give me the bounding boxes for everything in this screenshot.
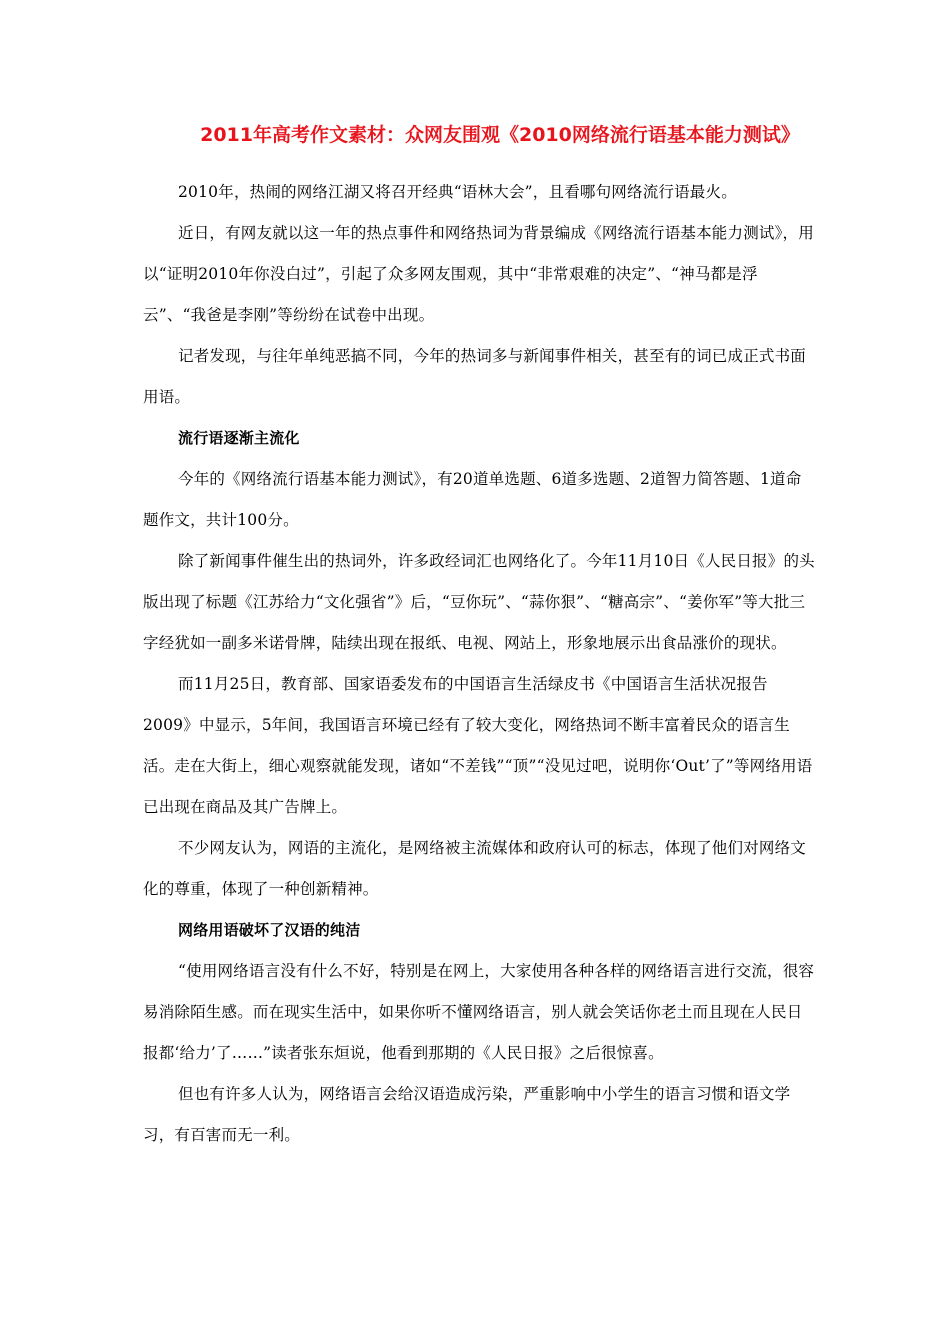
section-heading: 流行语逐渐主流化 [178,429,300,447]
paragraph: 除了新闻事件催生出的热词外，许多政经词汇也网络化了。今年11月10日《人民日报》的头版出现了标题《江苏给力“文化强省”》后，“豆你玩”、“蒜你狠”、“糖高宗”、“姜你军”等大批三字经犹如一副多米诺骨牌，陆续出现在报纸、电视、网站上，形象地展示出食品涨价的现状。 [143,552,815,652]
paragraph: 2010年，热闹的网络江湖又将召开经典“语林大会”，且看哪句网络流行语最火。 [178,183,737,201]
paragraph: 而11月25日，教育部、国家语委发布的中国语言生活绿皮书《中国语言生活状况报告2009》中显示，5年间，我国语言环境已经有了较大变化，网络热词不断丰富着民众的语言生活。走在大街上，细心观察就能发现，诸如“不差钱”“顶”“没见过吧，说明你‘Out’了”等网络用语已出现在商品及其广告牌上。 [143,675,813,816]
paragraph: 不少网友认为，网语的主流化，是网络被主流媒体和政府认可的标志，体现了他们对网络文化的尊重，体现了一种创新精神。 [143,839,807,898]
paragraph: 今年的《网络流行语基本能力测试》，有20道单选题、6道多选题、2道智力简答题、1道命题作文，共计100分。 [143,470,802,529]
paragraph: 记者发现，与往年单纯恶搞不同，今年的热词多与新闻事件相关，甚至有的词已成正式书面用语。 [143,347,807,406]
paragraph: “使用网络语言没有什么不好，特别是在网上，大家使用各种各样的网络语言进行交流，很容易消除陌生感。而在现实生活中，如果你听不懂网络语言，别人就会笑话你老土而且现在人民日报都‘给力’了……”读者张东烜说，他看到那期的《人民日报》之后很惊喜。 [143,962,815,1062]
document-title: 2011年高考作文素材：众网友围观《2010网络流行语基本能力测试》 [200,124,800,146]
document-body [143,172,815,1156]
section-heading: 网络用语破坏了汉语的纯洁 [178,921,361,939]
paragraph: 近日，有网友就以这一年的热点事件和网络热词为背景编成《网络流行语基本能力测试》，用以“证明2010年你没白过”，引起了众多网友围观，其中“非常艰难的决定”、“神马都是浮云”、“我爸是李刚”等纷纷在试卷中出现。 [143,224,814,324]
paragraph: 但也有许多人认为，网络语言会给汉语造成污染，严重影响中小学生的语言习惯和语文学习，有百害而无一利。 [143,1085,791,1144]
